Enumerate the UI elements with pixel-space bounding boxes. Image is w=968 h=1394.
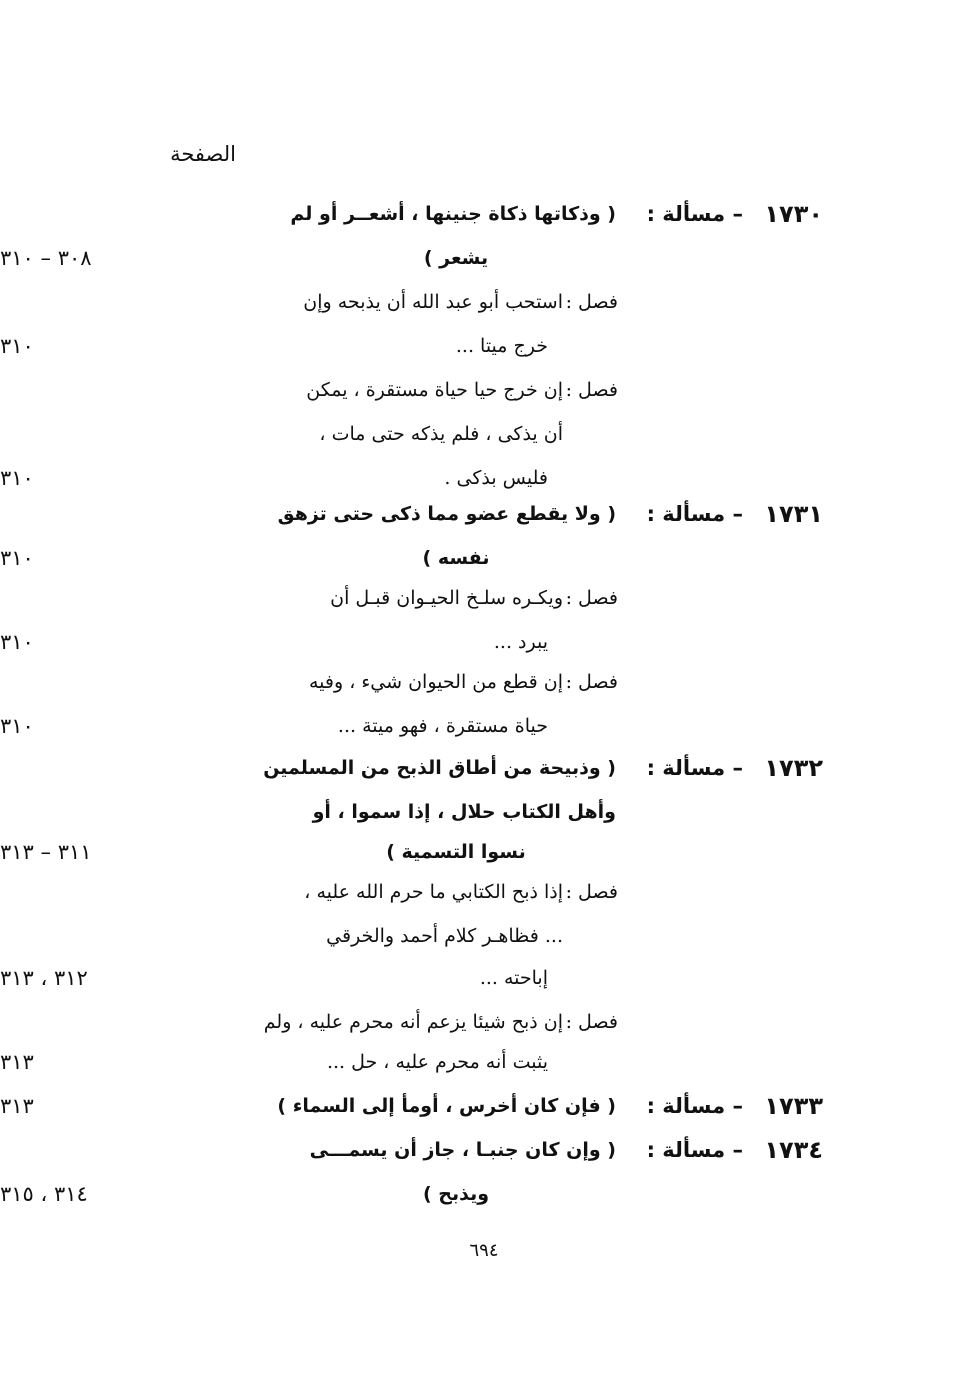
fasl-3-cont xyxy=(0,620,968,664)
entry-title-line-1: ( ولا يقطع عضو مما ذكى حتى تزهق xyxy=(277,503,616,525)
fasl-line-2: خرج ميتا ... xyxy=(455,335,548,357)
entry-title-line-1: ( وإن كان جنبـا ، جاز أن يسمـــى xyxy=(309,1139,616,1161)
fasl-line-1: إن ذبح شيئا يزعم أنه محرم عليه ، ولم xyxy=(263,1011,563,1033)
entry-label: – مسألة : xyxy=(646,502,743,526)
page-reference: ٣١٤ ، ٣١٥ xyxy=(0,1182,88,1206)
entry-1730 xyxy=(0,192,968,236)
page-reference: ٣١٠ xyxy=(0,630,34,654)
entry-title-line-2: ويذبح ) xyxy=(422,1183,490,1205)
fasl-1 xyxy=(0,280,968,324)
fasl-line-1: استحب أبو عبد الله أن يذبحه وإن xyxy=(303,291,563,313)
entry-1733 xyxy=(0,1084,968,1128)
fasl-prefix: فصل : xyxy=(565,1011,618,1033)
fasl-line-3: إباحته ... xyxy=(479,967,548,989)
page-reference: ٣٠٨ – ٣١٠ xyxy=(0,246,92,270)
fasl-prefix: فصل : xyxy=(565,379,618,401)
page-reference: ٣١٠ xyxy=(0,714,34,738)
entry-label: – مسألة : xyxy=(646,756,743,780)
entry-1732-cont-1 xyxy=(0,790,968,834)
entry-label: – مسألة : xyxy=(646,202,743,226)
fasl-prefix: فصل : xyxy=(565,671,618,693)
fasl-2 xyxy=(0,368,968,412)
entry-number: ١٧٣٠ xyxy=(764,200,823,228)
page-reference: ٣١١ – ٣١٣ xyxy=(0,840,92,864)
entry-title-line-1: ( وذكاتها ذكاة جنينها ، أشعــر أو لم xyxy=(290,203,616,225)
entry-label: – مسألة : xyxy=(646,1138,743,1162)
entry-title-line-2: يشعر ) xyxy=(423,247,489,269)
fasl-4-cont xyxy=(0,704,968,748)
fasl-5-cont-2 xyxy=(0,956,968,1000)
entry-title-line-2: نفسه ) xyxy=(422,547,490,569)
fasl-4 xyxy=(0,660,968,704)
page-reference: ٣١٠ xyxy=(0,466,34,490)
entry-number: ١٧٣١ xyxy=(764,500,823,528)
fasl-5-cont-1 xyxy=(0,914,968,958)
page-reference: ٣١٣ xyxy=(0,1094,34,1118)
entry-label: – مسألة : xyxy=(646,1094,743,1118)
page-reference: ٣١٠ xyxy=(0,546,34,570)
fasl-1-cont xyxy=(0,324,968,368)
page-reference: ٣١٣ xyxy=(0,1050,34,1074)
entry-number: ١٧٣٢ xyxy=(764,754,823,782)
entry-title-line-2: وأهل الكتاب حلال ، إذا سموا ، أو xyxy=(312,801,616,823)
fasl-line-2: حياة مستقرة ، فهو ميتة ... xyxy=(337,715,548,737)
entry-number: ١٧٣٣ xyxy=(764,1092,823,1120)
entry-1734 xyxy=(0,1128,968,1172)
fasl-3 xyxy=(0,576,968,620)
fasl-line-2: أن يذكى ، فلم يذكه حتى مات ، xyxy=(319,423,563,445)
fasl-line-2: يبرد ... xyxy=(493,631,548,653)
fasl-line-2: ... فظاهـر كلام أحمد والخرقي xyxy=(326,925,563,947)
entry-title-line-3: نسوا التسمية ) xyxy=(386,841,526,863)
fasl-line-1: إذا ذبح الكتابي ما حرم الله عليه ، xyxy=(304,881,563,903)
fasl-line-2: يثبت أنه محرم عليه ، حل ... xyxy=(326,1051,548,1073)
entry-1730-cont xyxy=(0,236,968,280)
fasl-5 xyxy=(0,870,968,914)
entry-number: ١٧٣٤ xyxy=(764,1136,823,1164)
fasl-line-3: فليس بذكى . xyxy=(444,467,548,489)
fasl-line-1: إن خرج حيا حياة مستقرة ، يمكن xyxy=(306,379,563,401)
page-column-header: الصفحة xyxy=(170,142,236,166)
entry-1731 xyxy=(0,492,968,536)
fasl-prefix: فصل : xyxy=(565,881,618,903)
entry-title-line-1: ( وذبيحة من أطاق الذبح من المسلمين xyxy=(263,757,616,779)
entry-1731-cont xyxy=(0,536,968,580)
fasl-6 xyxy=(0,1000,968,1044)
fasl-2-cont-1 xyxy=(0,412,968,456)
entry-1732 xyxy=(0,746,968,790)
fasl-prefix: فصل : xyxy=(565,587,618,609)
fasl-line-1: ويكـره سلـخ الحيـوان قبـل أن xyxy=(330,587,563,609)
entry-1732-cont-2 xyxy=(0,830,968,874)
entry-title-line-1: ( فإن كان أخرس ، أومأ إلى السماء ) xyxy=(277,1095,616,1117)
entry-1734-cont xyxy=(0,1172,968,1216)
fasl-prefix: فصل : xyxy=(565,291,618,313)
page-reference: ٣١٢ ، ٣١٣ xyxy=(0,966,88,990)
page-reference: ٣١٠ xyxy=(0,334,34,358)
fasl-6-cont xyxy=(0,1040,968,1084)
page-number: ٦٩٤ xyxy=(469,1240,499,1261)
fasl-line-1: إن قطع من الحيوان شيء ، وفيه xyxy=(308,671,563,693)
